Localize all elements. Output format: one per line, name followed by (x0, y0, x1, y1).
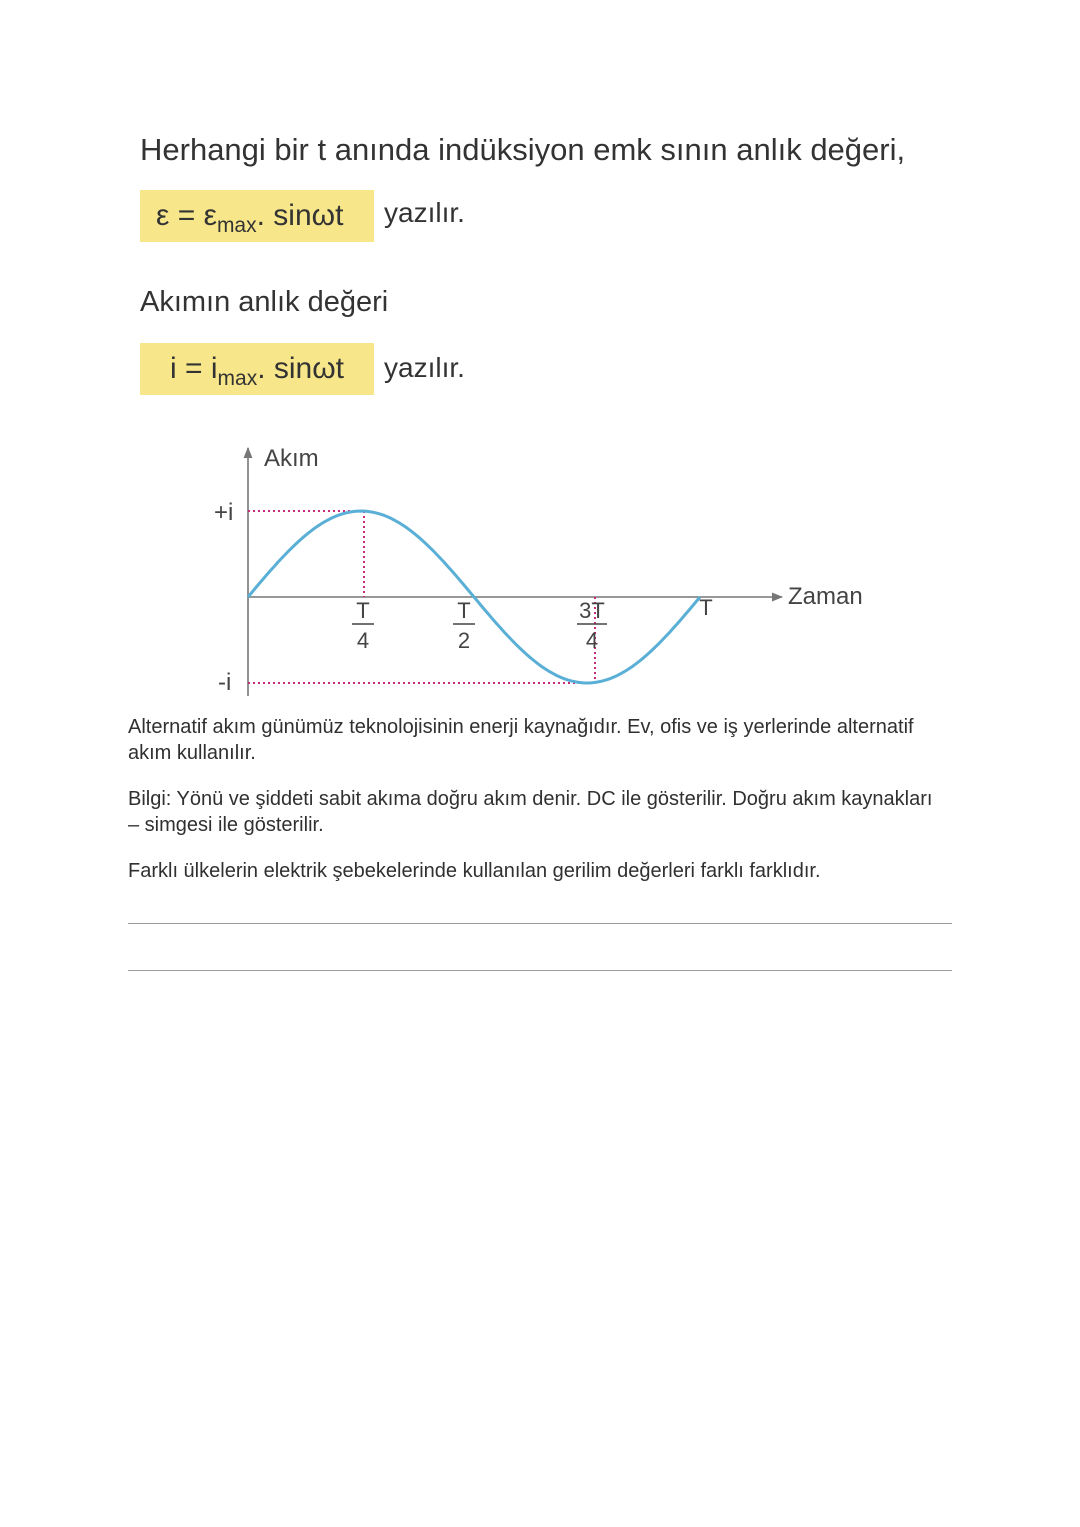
x-tick-period-end: T (699, 595, 713, 620)
x-tick-3t-quarter-num: 3T (579, 598, 605, 623)
x-tick-t-quarter-num: T (356, 598, 370, 623)
answer-line (128, 970, 952, 971)
answer-line (128, 923, 952, 924)
emf-formula-sub: max (216, 214, 257, 237)
y-tick-minus: -i (218, 669, 232, 696)
emf-formula-lhs: ε = ε (156, 199, 217, 232)
current-written-label: yazılır. (384, 352, 465, 383)
emf-formula-rhs: . sinωt (256, 199, 344, 232)
paragraph-voltage-values: Farklı ülkelerin elektrik şebekelerinde kullanılan gerilim değerleri farklı farklıdır. (128, 860, 821, 882)
y-axis-label: Akım (264, 445, 319, 472)
intro-text: Herhangi bir t anında indüksiyon emk sının anlık değeri, (140, 132, 906, 167)
x-tick-t-quarter (352, 598, 374, 653)
x-axis-label: Zaman (788, 583, 863, 610)
x-tick-3t-quarter (577, 598, 607, 653)
emf-written-label: yazılır. (384, 197, 465, 228)
paragraph-dc-info: Bilgi: Yönü ve şiddeti sabit akıma doğru akım denir. DC ile gösterilir. Doğru akım kaynakları – simgesi ile gösterilir. (128, 788, 933, 836)
current-formula-rhs: . sinωt (257, 352, 344, 385)
x-tick-t-half-num: T (457, 598, 471, 623)
x-tick-t-quarter-den: 4 (356, 628, 370, 653)
x-tick-t-half-den: 2 (457, 628, 471, 653)
y-tick-plus: +i (214, 499, 234, 526)
x-tick-3t-quarter-den: 4 (585, 628, 599, 653)
paragraph-ac-usage: Alternatif akım günümüz teknolojisinin enerji kaynağıdır. Ev, ofis ve iş yerlerinde alternatif akım kullanılır. (128, 716, 914, 764)
current-formula-sub: max (217, 367, 258, 390)
current-formula-lhs: i = i (170, 352, 218, 385)
x-tick-t-half (453, 598, 475, 653)
ac-current-chart (0, 0, 1080, 720)
current-label: Akımın anlık değeri (140, 286, 389, 318)
